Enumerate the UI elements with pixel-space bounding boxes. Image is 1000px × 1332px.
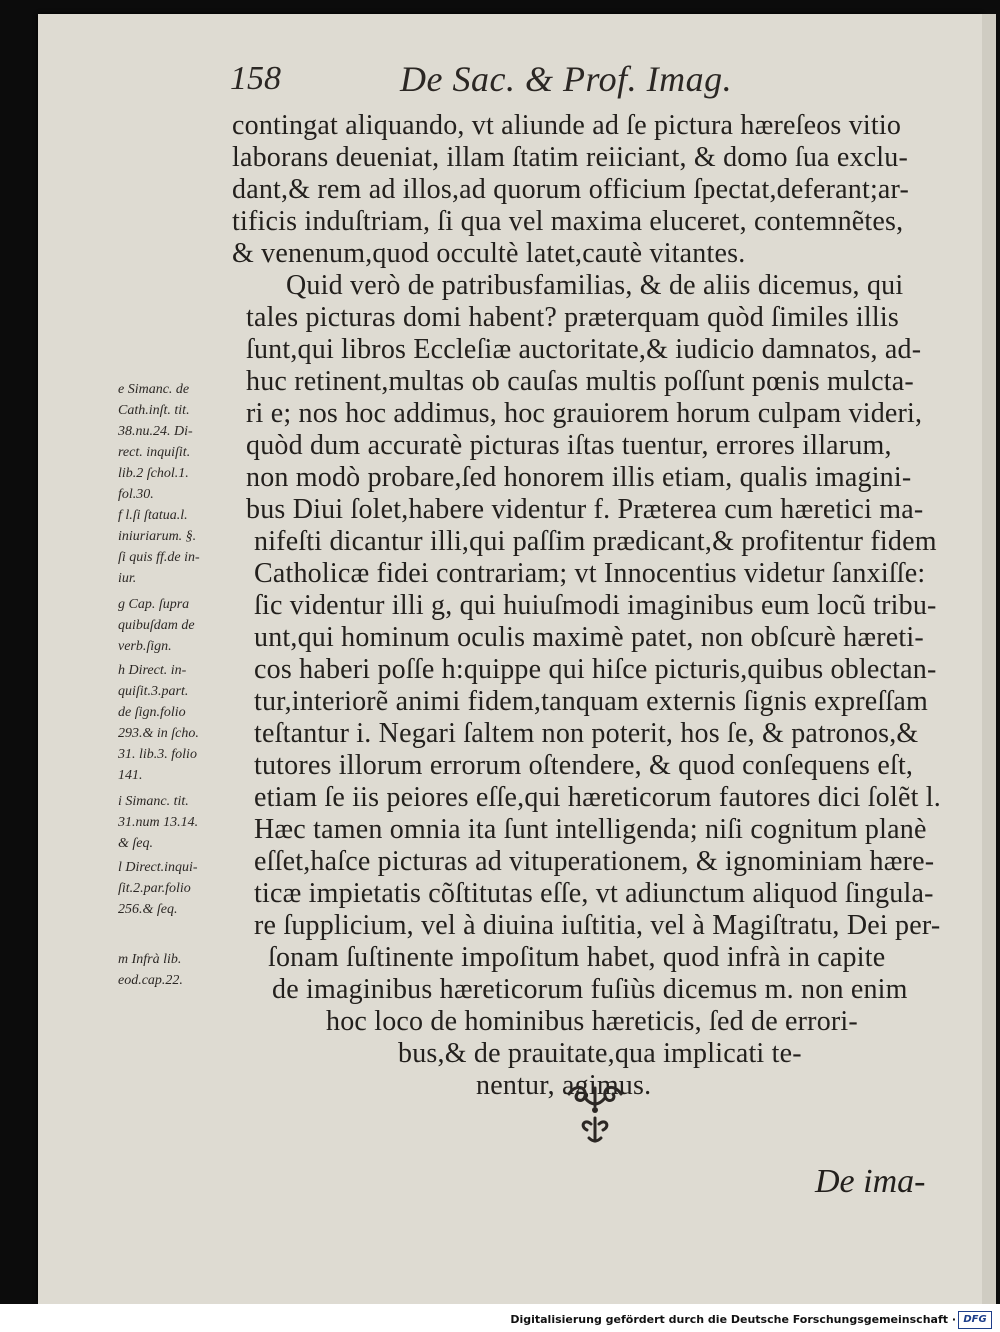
text-line: Hæc tamen omnia ita ſunt intelligenda; niſi cognitum planè — [254, 814, 927, 845]
footer-bar — [0, 1304, 1000, 1332]
text-line: tur,interiorẽ animi fidem,tanquam externis ſignis expreſſam — [254, 686, 928, 717]
text-line: cos haberi poſſe h:quippe qui hiſce picturis,quibus oblectan- — [254, 654, 937, 685]
text-line: eſſet,haſce picturas ad vituperationem, & ignominiam hære- — [254, 846, 935, 877]
text-line: ri e; nos hoc addimus, hoc grauiorem horum culpam videri, — [246, 398, 923, 429]
margin-note: quiſit.3.part. — [118, 684, 189, 699]
margin-note: rect. inquiſit. — [118, 445, 191, 460]
fleuron-ornament — [555, 1082, 635, 1146]
text-line: ticæ impietatis cõſtitutas eſſe, vt adiunctum aliquod ſingula- — [254, 878, 934, 909]
margin-note: quibuſdam de — [118, 618, 195, 633]
text-line: re ſupplicium, vel à diuina iuſtitia, vel à Magiſtratu, Dei per- — [254, 910, 941, 941]
text-line: Quid verò de patribusfamilias, & de aliis dicemus, qui — [286, 270, 904, 301]
text-line: Catholicæ fidei contrariam; vt Innocentius videtur ſanxiſſe: — [254, 558, 926, 589]
margin-note: de ſign.folio — [118, 705, 186, 720]
margin-note: 293.& in ſcho. — [118, 726, 199, 741]
text-line: nentur, agimus. — [476, 1070, 652, 1101]
text-line: bus,& de prauitate,qua implicati te- — [398, 1038, 802, 1069]
margin-note: m Infrà lib. — [118, 952, 182, 967]
margin-note: e Simanc. de — [118, 382, 190, 397]
text-line: hoc loco de hominibus hæreticis, ſed de errori- — [326, 1006, 858, 1037]
text-line: laborans deueniat, illam ſtatim reiiciant, & domo ſua exclu- — [232, 142, 909, 173]
margin-note: ſit.2.par.folio — [118, 881, 191, 896]
text-line: quòd dum accuratè picturas iſtas tuentur, errores illarum, — [246, 430, 892, 461]
text-line: & venenum,quod occultè latet,cautè vitantes. — [232, 238, 746, 269]
margin-note: i Simanc. tit. — [118, 794, 189, 809]
text-line: ſic videntur illi g, qui huiuſmodi imaginibus eum locũ tribu- — [254, 590, 937, 621]
margin-note: 141. — [118, 768, 143, 783]
margin-note: f l.ſi ſtatua.l. — [118, 508, 188, 523]
text-line: etiam ſe iis peiores eſſe,qui hæreticorum fautores dici ſolẽt l. — [254, 782, 941, 813]
margin-note: 31.num 13.14. — [118, 815, 199, 830]
margin-note: verb.ſign. — [118, 639, 172, 654]
margin-note: ſi quis ff.de in- — [118, 550, 200, 565]
catchword: De ima- — [815, 1163, 926, 1200]
text-line: unt,qui hominum oculis maximè patet, non obſcurè hæreti- — [254, 622, 924, 653]
text-line: tales picturas domi habent? præterquam quòd ſimiles illis — [246, 302, 899, 333]
margin-note: 256.& ſeq. — [118, 902, 178, 917]
page-edge — [982, 14, 996, 1304]
text-line: dant,& rem ad illos,ad quorum officium ſpectat,deferant;ar- — [232, 174, 910, 205]
margin-note: 38.nu.24. Di- — [118, 424, 193, 439]
text-line: huc retinent,multas ob cauſas multis poſſunt pœnis mulcta- — [246, 366, 914, 397]
margin-note: & ſeq. — [118, 836, 153, 851]
text-line: tutores illorum errorum oſtendere, & quod conſequens eſt, — [254, 750, 914, 781]
text-line: tificis induſtriam, ſi qua vel maxima eluceret, contemnẽtes, — [232, 206, 904, 237]
margin-note: Cath.inſt. tit. — [118, 403, 190, 418]
margin-note: eod.cap.22. — [118, 973, 183, 988]
margin-note: l Direct.inqui- — [118, 860, 198, 875]
dfg-logo-icon: DFG — [958, 1311, 992, 1329]
margin-note: fol.30. — [118, 487, 154, 502]
text-line: de imaginibus hæreticorum fuſiùs dicemus m. non enim — [272, 974, 908, 1005]
text-line: non modò probare,ſed honorem illis etiam, qualis imagini- — [246, 462, 912, 493]
text-line: bus Diui ſolet,habere videntur f. Præterea cum hæretici ma- — [246, 494, 924, 525]
page-number: 158 — [230, 60, 281, 97]
running-title: De Sac. & Prof. Imag. — [400, 59, 733, 99]
margin-note: lib.2 ſchol.1. — [118, 466, 189, 481]
text-line: nifeſti dicantur illi,qui paſſim prædicant,& profitentur fidem — [254, 526, 937, 557]
text-line: contingat aliquando, vt aliunde ad ſe pictura hæreſeos vitio — [232, 110, 902, 141]
text-line: ſonam ſuſtinente impoſitum habet, quod infrà in capite — [268, 942, 886, 973]
text-line: ſunt,qui libros Eccleſiæ auctoritate,& iudicio damnatos, ad- — [246, 334, 922, 365]
funding-credit: Digitalisierung gefördert durch die Deutsche Forschungsgemeinschaft · — [510, 1313, 956, 1326]
margin-note: 31. lib.3. folio — [118, 747, 197, 762]
margin-note: g Cap. ſupra — [118, 597, 190, 612]
margin-note: iur. — [118, 571, 137, 586]
text-line: teſtantur i. Negari ſaltem non poterit, hos ſe, & patronos,& — [254, 718, 919, 749]
margin-note: h Direct. in- — [118, 663, 187, 678]
margin-note: iniuriarum. §. — [118, 529, 197, 544]
